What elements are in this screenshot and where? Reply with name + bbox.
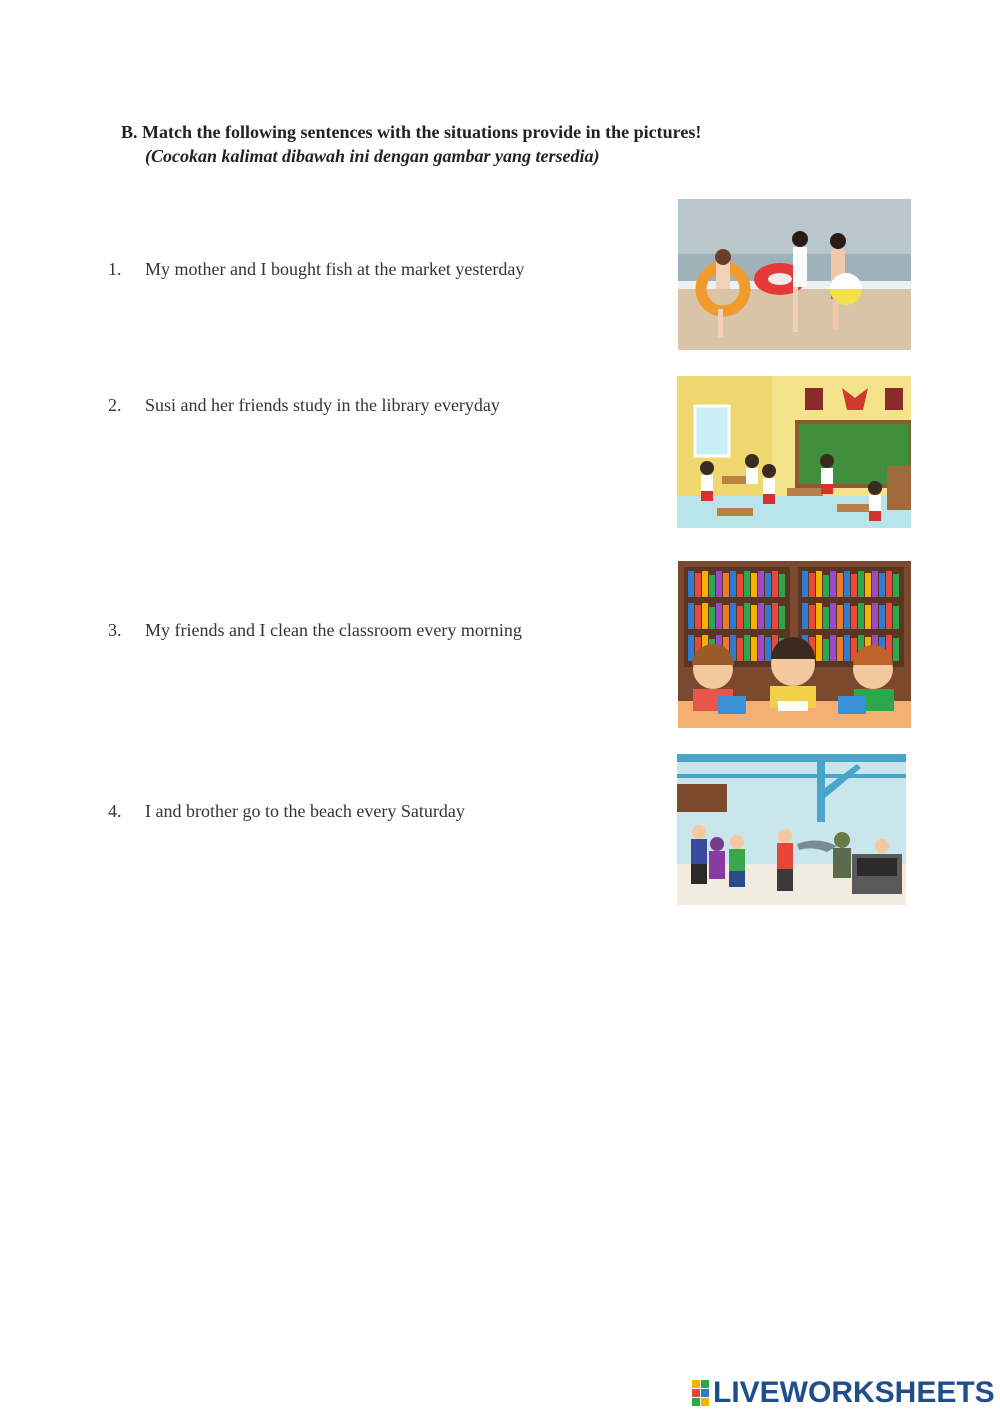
instruction-title: B. Match the following sentences with the situations provide in the pictures! — [121, 122, 702, 142]
sentence-number: 4. — [108, 801, 122, 821]
sentence-item-1 — [108, 259, 524, 280]
sentence-text: My friends and I clean the classroom every morning — [145, 620, 522, 640]
instructions-header — [121, 122, 701, 167]
logo-mark-icon — [692, 1380, 709, 1406]
sentence-item-4 — [108, 801, 465, 822]
liveworksheets-logo — [692, 1376, 995, 1410]
sentence-number: 2. — [108, 395, 122, 415]
beach-picture-icon[interactable] — [678, 199, 911, 350]
sentence-text: My mother and I bought fish at the market yesterday — [145, 259, 525, 279]
logo-text: LIVEWORKSHEETS — [713, 1376, 995, 1409]
sentence-item-2 — [108, 395, 500, 416]
classroom-picture-icon[interactable] — [677, 376, 911, 528]
library-picture-icon[interactable] — [678, 561, 911, 728]
sentence-text: I and brother go to the beach every Saturday — [145, 801, 465, 821]
sentence-text: Susi and her friends study in the library everyday — [145, 395, 500, 415]
sentence-number: 1. — [108, 259, 122, 279]
instruction-subtitle: (Cocokan kalimat dibawah ini dengan gambar yang tersedia) — [145, 146, 600, 166]
fish-market-picture-icon[interactable] — [677, 754, 906, 905]
sentence-number: 3. — [108, 620, 122, 640]
sentence-item-3 — [108, 620, 522, 641]
